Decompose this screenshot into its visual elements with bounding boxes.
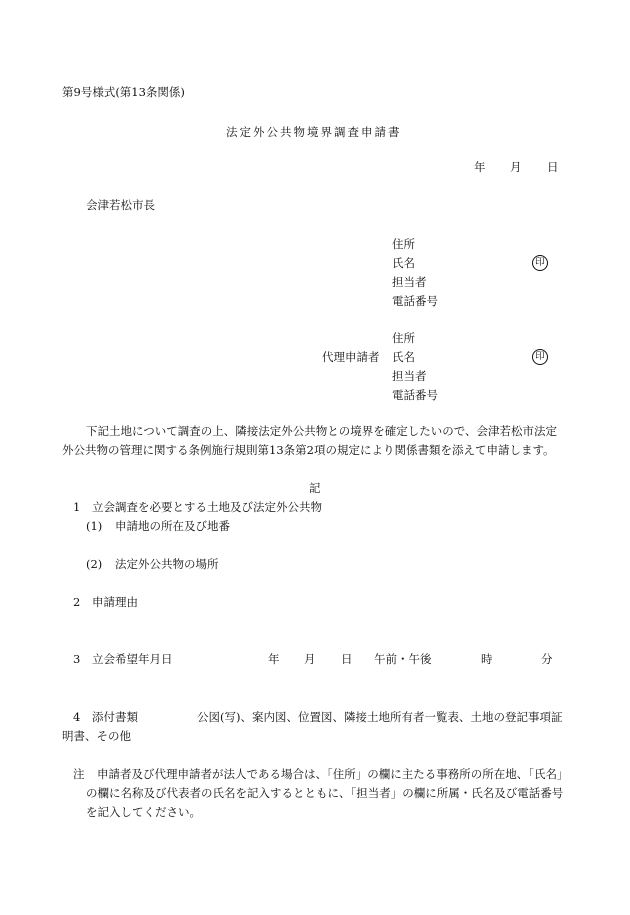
applicant-contact-label: 担当者 xyxy=(392,275,427,289)
item-3-minute: 分 xyxy=(541,652,553,666)
item-2-label: 申請理由 xyxy=(92,595,138,609)
request-body-line-1: 下記土地について調査の上、隣接法定外公共物との境界を確定したいので、会津若松市法定 xyxy=(86,424,558,438)
note-line-3: を記入してください。 xyxy=(86,805,201,819)
ki-heading: 記 xyxy=(309,481,321,495)
item-3-day: 日 xyxy=(341,652,353,666)
item-3-label: 立会希望年月日 xyxy=(92,652,173,666)
item-4-label: 添付書類 xyxy=(92,710,138,724)
date-year: 年 xyxy=(474,160,486,174)
agent-address-label: 住所 xyxy=(392,331,415,345)
note-line-2: の欄に名称及び代表者の氏名を記入するとともに、「担当者」の欄に所属・氏名及び電話番号 xyxy=(86,786,564,800)
item-1-label: 立会調査を必要とする土地及び法定外公共物 xyxy=(92,500,322,514)
form-number: 第9号様式(第13条関係) xyxy=(62,85,185,99)
item-1-sub-1-label: 申請地の所在及び地番 xyxy=(115,519,230,533)
agent-contact-label: 担当者 xyxy=(392,369,427,383)
item-1-sub-1-number: (1) xyxy=(86,519,103,533)
request-body-line-2: 外公共物の管理に関する条例施行規則第13条第2項の規定により関係書類を添えて申請します。 xyxy=(62,443,555,457)
date-month: 月 xyxy=(510,160,522,174)
item-3-number: 3 xyxy=(73,652,81,666)
item-3-month: 月 xyxy=(304,652,316,666)
applicant-phone-label: 電話番号 xyxy=(392,294,438,308)
item-1-sub-2-label: 法定外公共物の場所 xyxy=(115,557,219,571)
document-title: 法定外公共物境界調査申請書 xyxy=(226,125,402,139)
item-4-text-line-2: 明書、その他 xyxy=(62,729,131,743)
applicant-seal-mark: 印 xyxy=(532,255,548,271)
item-3-am-pm: 午前・午後 xyxy=(374,652,432,666)
item-4-number: 4 xyxy=(73,710,81,724)
item-1-number: 1 xyxy=(73,500,81,514)
applicant-name-label: 氏名 xyxy=(392,256,415,270)
addressee: 会津若松市長 xyxy=(86,198,155,212)
agent-seal-mark: 印 xyxy=(532,349,548,365)
agent-name-label: 氏名 xyxy=(392,350,415,364)
note-label: 注 xyxy=(73,767,85,781)
agent-label: 代理申請者 xyxy=(322,350,380,364)
note-line-1: 申請者及び代理申請者が法人である場合は、「住所」の欄に主たる事務所の所在地、「氏名」 xyxy=(97,767,569,781)
item-3-year: 年 xyxy=(268,652,280,666)
item-1-sub-2-number: (2) xyxy=(86,557,103,571)
agent-phone-label: 電話番号 xyxy=(392,388,438,402)
date-day: 日 xyxy=(547,160,559,174)
applicant-address-label: 住所 xyxy=(392,237,415,251)
item-4-text-line-1: 公図(写)、案内図、位置図、隣接土地所有者一覧表、土地の登記事項証 xyxy=(197,710,563,724)
item-2-number: 2 xyxy=(73,595,81,609)
item-3-hour: 時 xyxy=(481,652,493,666)
